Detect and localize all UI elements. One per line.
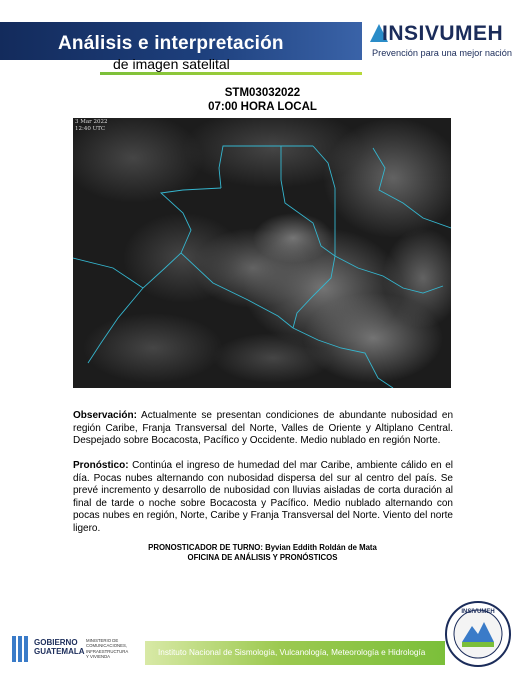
- gov-line2: GUATEMALA: [34, 647, 85, 656]
- report-time: 07:00 HORA LOCAL: [208, 101, 317, 113]
- seal-text: INSIVUMEH: [461, 609, 495, 615]
- subtitle-underline: [100, 72, 362, 75]
- government-name: [34, 638, 85, 656]
- forecast-text: Continúa el ingreso de humedad del mar Caribe, ambiente cálido en el día. Pocas nubes alternando con nubosidad dispersa del sur al centro del país. Se prevé incremento y desarrollo de nubosidad con lluvias aisladas de corta duración al final de tarde o noche sobre Bocacosta y Pacífico. Medio nublado alternando con pocas nubes en región, Norte, Caribe y Franja Transversal del Norte. Viento del norte ligero.: [73, 460, 453, 534]
- insivumeh-logo: [370, 22, 520, 62]
- insivumeh-seal-icon: [444, 600, 512, 668]
- document-title: Análisis e interpretación: [58, 33, 284, 54]
- image-timestamp: [75, 119, 108, 133]
- image-date: 3 Mar 2022: [75, 119, 108, 125]
- forecast-label: Pronóstico:: [73, 460, 129, 471]
- gov-line1: GOBIERNO: [34, 638, 78, 647]
- institute-name: Instituto Nacional de Sismología, Vulcanología, Meteorología e Hidrología: [158, 648, 426, 657]
- ministry-line1: MINISTERIO DE: [86, 638, 119, 643]
- report-code: STM03032022: [224, 87, 301, 99]
- ministry-name: [86, 638, 128, 660]
- ministry-line4: Y VIVIENDA: [86, 654, 111, 660]
- forecaster-name: PRONOSTICADOR DE TURNO: Byvian Eddith Roldán de Mata: [148, 543, 377, 552]
- observation-paragraph: [73, 410, 453, 448]
- flag-icon: [12, 636, 30, 662]
- logo-tagline: Prevención para una mejor nación: [372, 48, 512, 58]
- image-time: 12:40 UTC: [75, 126, 106, 132]
- ministry-line3: INFRAESTRUCTURA: [86, 648, 129, 654]
- government-logo: [12, 634, 152, 668]
- satellite-map: [73, 118, 451, 388]
- logo-name: INSIVUMEH: [382, 22, 504, 45]
- document-subtitle: de imagen satelital: [113, 56, 230, 72]
- ministry-line2: COMUNICACIONES,: [86, 643, 128, 649]
- observation-label: Observación:: [73, 410, 137, 421]
- satellite-image: [73, 118, 451, 388]
- observation-text: Actualmente se presentan condiciones de abundante nubosidad en región Caribe, Franja Transversal del Norte, Valles de Oriente y Altiplano Central. Despejado sobre Bocacosta, Pacífico y Occidente. Medio nublado en región Norte.: [73, 410, 453, 446]
- office-name: OFICINA DE ANÁLISIS Y PRONÓSTICOS: [187, 553, 338, 562]
- forecast-paragraph: [73, 460, 453, 535]
